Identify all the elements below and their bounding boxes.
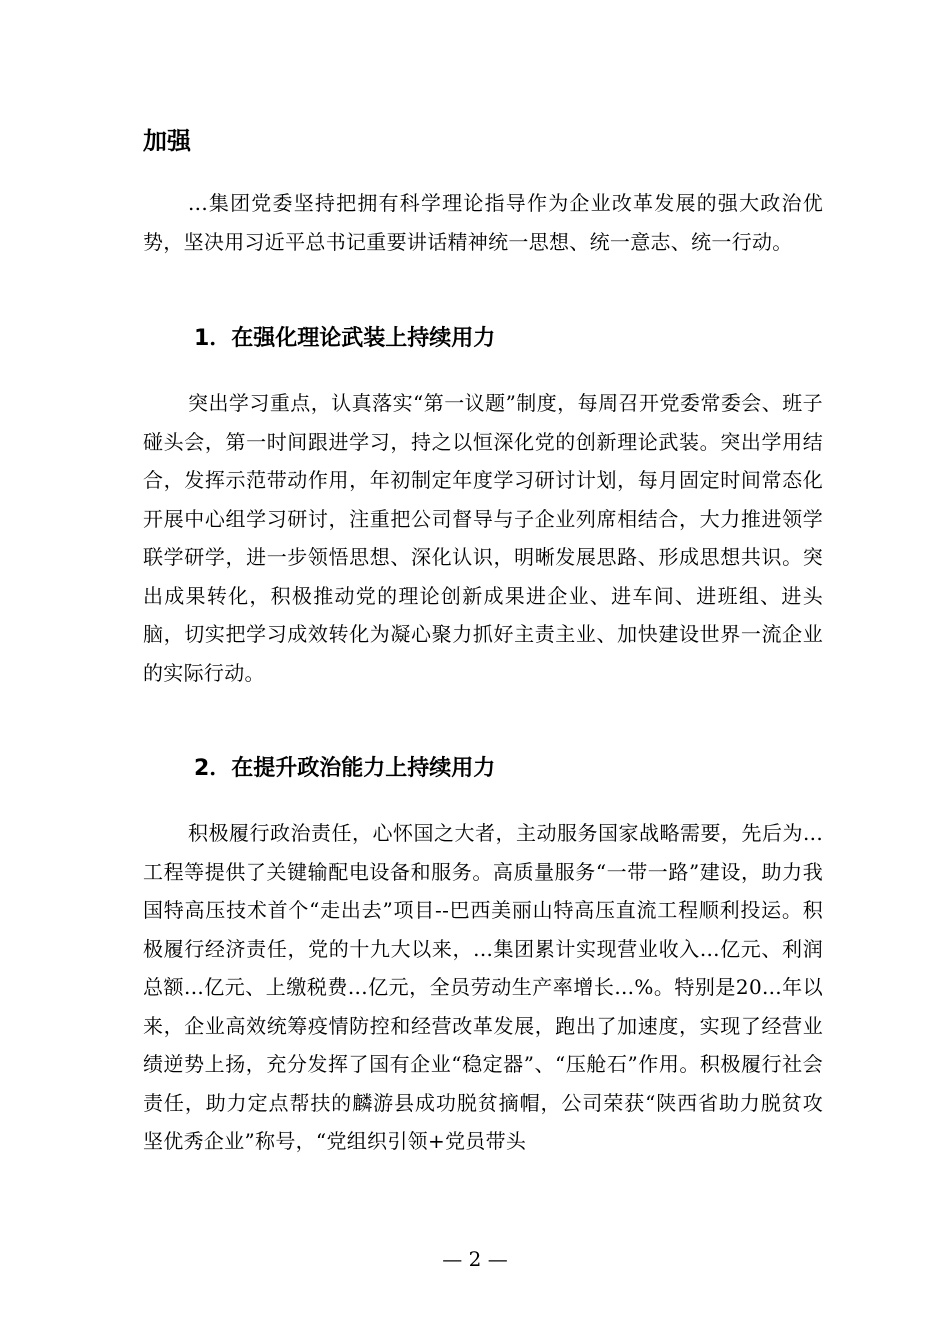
page-number: — 2 — [442,1247,508,1271]
section-1-body: 突出学习重点，认真落实“第一议题”制度，每周召开党委常委会、班子碰头会，第一时间跟进学习，持之以恒深化党的创新理论武装。突出学用结合，发挥示范带动作用，年初制定年度学习研讨计划，每月固定时间常态化开展中心组学习研讨，注重把公司督导与子企业列席相结合，大力推进领学联学研学，进一步领悟思想、深化认识，明晰发展思路、形成思想共识。突出成果转化，积极推动党的理论创新成果进企业、进车间、进班组、进头脑，切实把学习成效转化为凝心聚力抓好主责主业、加快建设世界一流企业的实际行动。 [143,391,823,685]
document-heading: 加强 [143,127,191,155]
section-1-title: 1．在强化理论武装上持续用力 [194,326,496,351]
intro-paragraph: ...集团党委坚持把拥有科学理论指导作为企业改革发展的强大政治优势，坚决用习近平总书记重要讲话精神统一思想、统一意志、统一行动。 [143,191,823,254]
section-2-body: 积极履行政治责任，心怀国之大者，主动服务国家战略需要，先后为...工程等提供了关键输配电设备和服务。高质量服务“一带一路”建设，助力我国特高压技术首个“走出去”项目--巴西美丽山特高压直流工程顺利投运。积极履行经济责任，党的十九大以来，...集团累计实现营业收入...亿元、利润总额...亿元、上缴税费...亿元，全员劳动生产率增长...%。特别是20...年以来，企业高效统筹疫情防控和经营改革发展，跑出了加速度，实现了经营业绩逆势上扬，充分发挥了国有企业“稳定器”、“压舱石”作用。积极履行社会责任，助力定点帮扶的麟游县成功脱贫摘帽，公司荣获“陕西省助力脱贫攻坚优秀企业”称号，“党组织引领+党员带头 [143,821,823,1153]
section-2-title: 2．在提升政治能力上持续用力 [194,756,496,781]
